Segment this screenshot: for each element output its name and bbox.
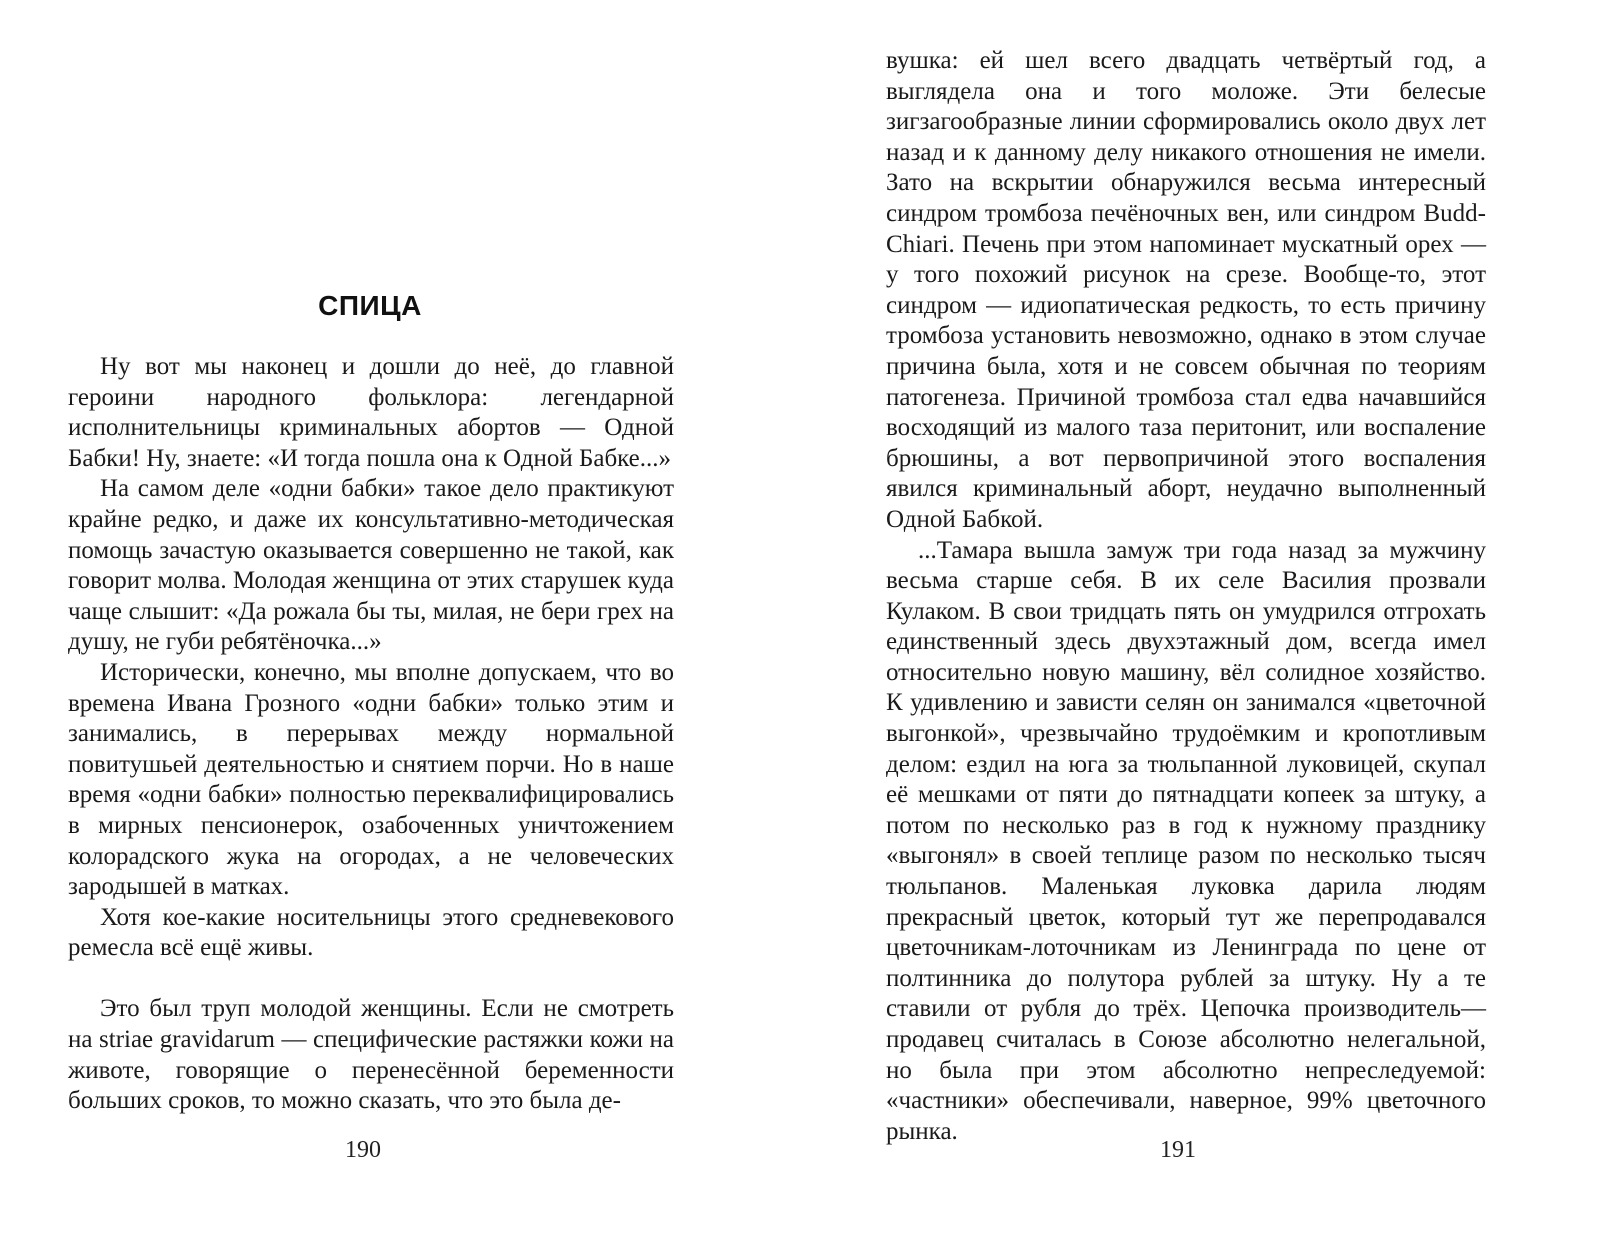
paragraph: вушка: ей шел всего двадцать четвёртый год, а выглядела она и того моложе. Эти белесые зигзагообразные линии сформировались около двух лет назад и к данному делу никакого отношения не имели. Зато на вскрытии обнаружился весьма интересный синдром тромбоза печёночных вен, или синдром Budd-Chiari. Печень при этом напоминает мускатный орех — у того похожий рисунок на срезе. Вообще-то, этот синдром — идиопатическая редкость, то есть причину тромбоза установить невозможно, однако в этом случае причина была, хотя и не совсем обычная по теориям патогенеза. Причиной тромбоза стал едва начавшийся восходящий из малого таза перитонит, или воспаление брюшины, а вот первопричиной этого воспаления явился криминальный аборт, неудачно выполненный Одной Бабкой.	[886, 47, 1486, 533]
page-number: 191	[1160, 1137, 1196, 1163]
paragraph: Ну вот мы наконец и дошли до неё, до главной героини народного фольклора: легендарной исполнительницы криминальных абортов — Одной Бабки! Ну, знаете: «И тогда пошла она к Одной Бабке...»	[68, 353, 674, 472]
left-page-text	[68, 352, 674, 1117]
paragraph: Исторически, конечно, мы вполне допускаем, что во времена Ивана Грозного «одни бабки» только этим и занимались, в перерывах между нормальной повитушьей деятельностью и снятием порчи. Но в наше время «одни бабки» полностью переквалифицировались в мирных пенсионерок, озабоченных уничтожением колорадского жука на огородах, а не человеческих зародышей в матках.	[68, 658, 674, 901]
paragraph: Хотя кое-какие носительницы этого средневекового ремесла всё ещё живы.	[68, 903, 674, 962]
right-page-text	[886, 46, 1486, 1147]
right-page	[800, 0, 1600, 1251]
paragraph: На самом деле «одни бабки» такое дело практикуют крайне редко, и даже их консультативно-методическая помощь зачастую оказывается совершенно не такой, как говорит молва. Молодая женщина от этих старушек куда чаще слышит: «Да рожала бы ты, милая, не бери грех на душу, не губи ребятёночка...»	[68, 475, 674, 656]
section-gap	[68, 964, 674, 995]
left-page	[0, 0, 780, 1251]
paragraph: ...Тамара вышла замуж три года назад за мужчину весьма старше себя. В их селе Василия прозвали Кулаком. В свои тридцать пять он умудрился отгрохать единственный здесь двухэтажный дом, всегда имел относительно новую машину, вёл солидное хозяйство. К удивлению и зависти селян он занимался «цветочной выгонкой», чрезвычайно трудоёмким и кропотливым делом: ездил на юга за тюльпанной луковицей, скупал её мешками от пяти до пятнадцати копеек за штуку, а потом по несколько раз в год к нужному празднику «выгонял» в своей теплице разом по несколько тысяч тюльпанов. Маленькая луковка дарила людям прекрасный цветок, который тут же перепродавался цветочникам-лоточникам из Ленинграда по цене от полтинника до полутора рублей за штуку. Ну а те ставили от рубля до трёх. Цепочка производитель—продавец считалась в Союзе абсолютно нелегальной, но была при этом абсолютно непреследуемой: «частники» обеспечивали, наверное, 99% цветочного рынка.	[886, 536, 1486, 1145]
page-number: 190	[345, 1137, 381, 1163]
paragraph: Это был труп молодой женщины. Если не смотреть на striae gravidarum — специфические растяжки кожи на животе, говорящие о перенесённой беременности больших сроков, то можно сказать, что это была де-	[68, 995, 674, 1115]
chapter-heading: СПИЦА	[318, 290, 422, 321]
